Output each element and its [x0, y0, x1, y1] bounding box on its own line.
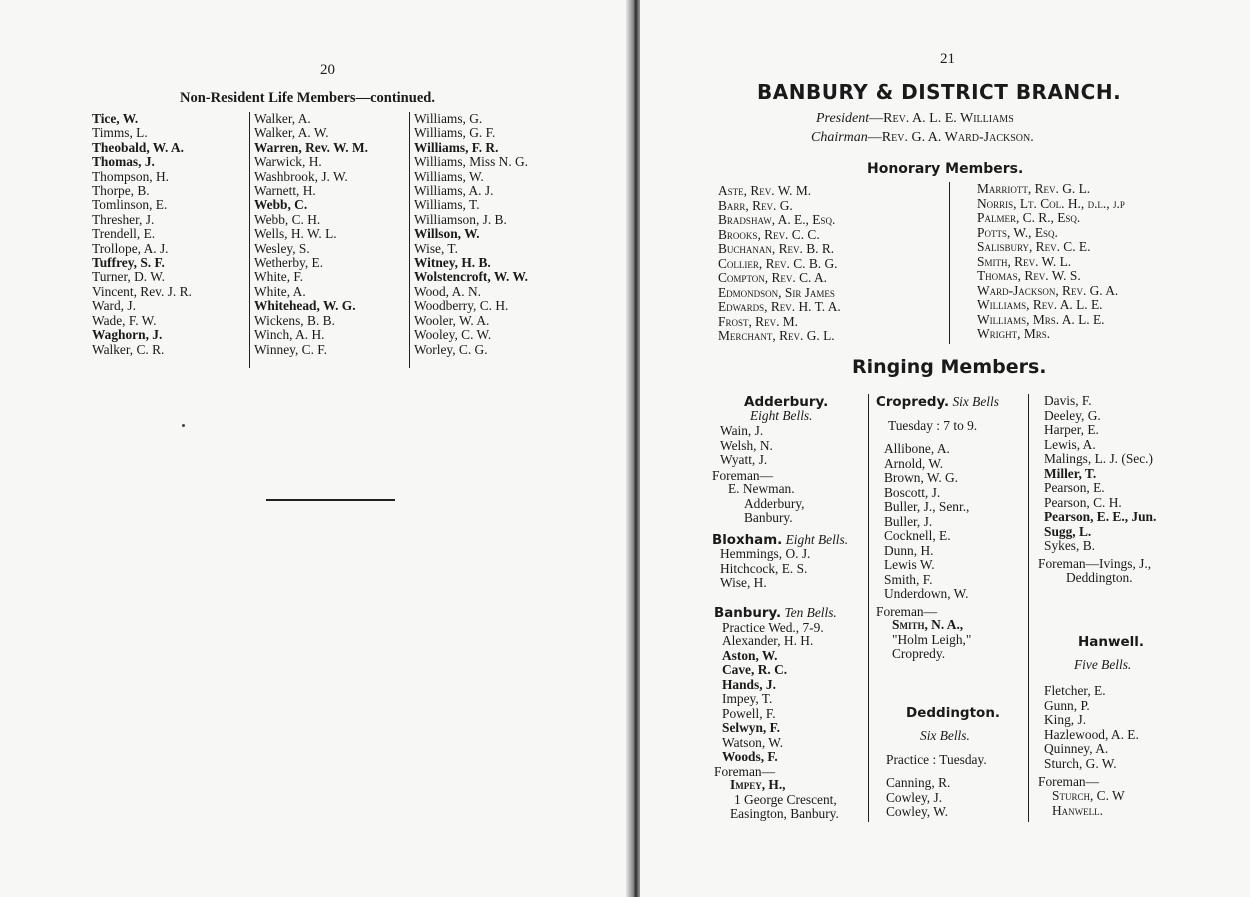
ringer-entry: Lewis W.: [884, 557, 935, 572]
deddington-foreman-name: Foreman—Ivings, J.,: [1038, 556, 1152, 571]
foreman-line: E. Newman.: [728, 481, 795, 496]
ringer-entry: Sykes, B.: [1044, 538, 1095, 553]
ringer-entry: Deeley, G.: [1044, 407, 1101, 423]
member-entry: Williams, F. R.: [414, 139, 499, 155]
bloxham-members: [720, 547, 810, 591]
member-entry: Wells, H. W. L.: [254, 226, 337, 242]
honorary-member: Brooks, Rev. C. C.: [718, 226, 820, 242]
ringer-entry: Cocknell, E.: [884, 528, 951, 543]
tower-hanwell-bells: Five Bells.: [1074, 657, 1132, 672]
ringer-entry: Lewis, A.: [1044, 436, 1096, 452]
member-entry: Wade, F. W.: [92, 312, 157, 328]
member-column-1: [92, 112, 192, 357]
president-name: —Rev. A. L. E. Williams: [869, 111, 1014, 126]
honorary-member: Aste, Rev. W. M.: [718, 183, 812, 198]
member-entry: Wood, A. N.: [414, 283, 481, 299]
ringer-entry: Arnold, W.: [884, 455, 944, 471]
member-entry: Walker, A.: [254, 111, 311, 126]
tower-banbury-bells: Ten Bells.: [784, 605, 837, 620]
member-entry: Wise, T.: [414, 240, 458, 256]
column-divider: [249, 112, 250, 368]
member-entry: Thorpe, B.: [92, 183, 150, 199]
ringer-entry: Wyatt, J.: [720, 452, 768, 467]
member-entry: Trollope, A. J.: [92, 240, 169, 256]
honorary-member: Norris, Lt. Col. H., d.l., j.p: [977, 195, 1125, 211]
ringer-entry: Welsh, N.: [720, 437, 773, 453]
foreman-line: 1 George Crescent,: [734, 791, 837, 807]
honorary-member: Frost, Rev. M.: [718, 313, 799, 329]
honorary-heading: Honorary Members.: [867, 161, 1024, 177]
ringer-entry: Hitchcock, E. S.: [720, 560, 808, 576]
ringer-entry: Smith, F.: [884, 571, 933, 587]
end-rule: [266, 499, 395, 501]
honorary-member: Edmondson, Sir James: [718, 284, 835, 300]
member-entry: Thompson, H.: [92, 168, 169, 184]
ringer-entry: Fletcher, E.: [1044, 683, 1106, 698]
ringer-entry: King, J.: [1044, 712, 1087, 727]
president-label: President: [816, 111, 870, 126]
ringer-entry: Impey, T.: [722, 691, 773, 706]
honorary-member: Potts, W., Esq.: [977, 224, 1058, 240]
tower-deddington-name: Deddington.: [906, 705, 1001, 721]
tower-deddington-bells: Six Bells.: [920, 728, 970, 743]
member-entry: Wolstencroft, W. W.: [414, 269, 528, 285]
member-entry: Washbrook, J. W.: [254, 168, 348, 184]
page-number: 20: [320, 62, 335, 78]
ringer-entry: Woods, F.: [722, 749, 778, 764]
tower-cropredy-header: [876, 394, 999, 410]
ringing-heading: Ringing Members.: [852, 356, 1047, 378]
honorary-member: Bradshaw, A. E., Esq.: [718, 212, 836, 227]
ringer-entry: Hands, J.: [722, 676, 776, 692]
branch-title: BANBURY & DISTRICT BRANCH.: [757, 80, 1122, 104]
ringer-entry: Aston, W.: [722, 647, 778, 663]
ringer-entry: Buller, J.: [884, 513, 933, 529]
member-entry: Williams, W.: [414, 168, 484, 184]
member-entry: Woodberry, C. H.: [414, 298, 509, 314]
ringer-entry: Wise, H.: [720, 575, 767, 590]
member-entry: Winney, C. F.: [254, 341, 328, 357]
foreman-line: Hanwell.: [1052, 802, 1104, 818]
member-entry: Thresher, J.: [92, 211, 155, 227]
honorary-member: Thomas, Rev. W. S.: [977, 268, 1081, 283]
honorary-member: Edwards, Rev. H. T. A.: [718, 299, 841, 314]
ringer-entry: Dunn, H.: [884, 542, 934, 558]
honorary-member: Smith, Rev. W. L.: [977, 253, 1072, 269]
adderbury-members: [720, 424, 773, 468]
member-entry: Vincent, Rev. J. R.: [92, 283, 192, 299]
column-divider: [1028, 394, 1029, 822]
cropredy-practice: Tuesday : 7 to 9.: [888, 418, 978, 433]
member-entry: Timms, L.: [92, 125, 148, 141]
ringer-entry: Pearson, E.: [1044, 480, 1105, 495]
ringer-entry: Cowley, J.: [886, 789, 943, 805]
section-heading: Non-Resident Life Members—continued.: [180, 90, 435, 106]
ringer-entry: Powell, F.: [722, 705, 776, 721]
cropredy-foreman: [892, 618, 971, 662]
ringer-entry: Davis, F.: [1044, 393, 1092, 408]
member-entry: Wickens, B. B.: [254, 312, 335, 328]
member-entry: Theobald, W. A.: [92, 139, 184, 155]
member-entry: Tuffrey, S. F.: [92, 255, 165, 271]
honorary-column-1: [718, 184, 841, 344]
ringer-entry: Sturch, G. W.: [1044, 755, 1117, 771]
ringer-entry: Sugg, L.: [1044, 523, 1092, 539]
ringer-entry: Cowley, W.: [886, 804, 948, 819]
ringer-entry: Cave, R. C.: [722, 662, 788, 677]
member-entry: Williamson, J. B.: [414, 211, 507, 227]
member-entry: Trendell, E.: [92, 226, 156, 242]
member-entry: Waghorn, J.: [92, 327, 163, 343]
banbury-members: [722, 634, 813, 765]
ringer-entry: Miller, T.: [1044, 465, 1097, 481]
foreman-line: "Holm Leigh,": [892, 631, 972, 647]
honorary-member: Williams, Rev. A. L. E.: [977, 297, 1103, 312]
tower-cropredy-bells: Six Bells: [952, 394, 999, 409]
member-entry: Walker, A. W.: [254, 125, 329, 141]
member-entry: Williams, T.: [414, 197, 480, 213]
ringer-entry: Wain, J.: [720, 423, 764, 438]
member-entry: Williams, G. F.: [414, 125, 496, 141]
member-entry: Whitehead, W. G.: [254, 298, 356, 314]
member-entry: Thomas, J.: [92, 154, 155, 170]
honorary-member: Wright, Mrs.: [977, 326, 1051, 341]
ringer-entry: Pearson, E. E., Jun.: [1044, 509, 1157, 524]
foreman-line: Banbury.: [744, 510, 793, 525]
banbury-foreman: [730, 778, 839, 822]
ringer-entry: Gunn, P.: [1044, 697, 1090, 713]
foreman-line: Cropredy.: [892, 646, 946, 661]
cropredy-members: [884, 442, 969, 602]
honorary-member: Marriott, Rev. G. L.: [977, 181, 1091, 196]
chairman-name: —Rev. G. A. Ward-Jackson.: [867, 130, 1034, 145]
honorary-member: Buchanan, Rev. B. R.: [718, 241, 835, 256]
deddington-practice: Practice : Tuesday.: [886, 752, 987, 767]
ringer-entry: Quinney, A.: [1044, 741, 1109, 756]
member-entry: Williams, A. J.: [414, 183, 494, 199]
honorary-member: Ward-Jackson, Rev. G. A.: [977, 282, 1119, 298]
tower-banbury-header: [714, 605, 837, 621]
member-entry: White, F.: [254, 269, 304, 285]
ringer-entry: Brown, W. G.: [884, 470, 959, 485]
page-number: 21: [940, 51, 955, 67]
member-entry: Wetherby, E.: [254, 255, 324, 271]
honorary-member: Salisbury, Rev. C. E.: [977, 239, 1091, 254]
member-entry: Tice, W.: [92, 111, 139, 126]
honorary-member: Collier, Rev. C. B. G.: [718, 255, 838, 271]
foreman-line: Adderbury,: [744, 495, 805, 511]
member-entry: White, A.: [254, 283, 306, 299]
hanwell-members: [1044, 684, 1139, 771]
foreman-line: Impey, H.,: [730, 777, 786, 792]
tower-adderbury-bells: Eight Bells.: [750, 408, 813, 423]
foreman-line: Sturch, C. W: [1052, 788, 1125, 803]
foreman-line: Easington, Banbury.: [730, 806, 839, 821]
honorary-member: Barr, Rev. G.: [718, 197, 793, 213]
chairman-line: [811, 130, 1034, 146]
ringer-entry: Selwyn, F.: [722, 720, 780, 735]
ringer-entry: Allibone, A.: [884, 441, 950, 456]
ringer-entry: Boscott, J.: [884, 484, 941, 500]
column-divider: [949, 182, 950, 344]
member-entry: Tomlinson, E.: [92, 197, 168, 213]
member-entry: Warren, Rev. W. M.: [254, 139, 368, 155]
ringer-entry: Buller, J., Senr.,: [884, 499, 970, 514]
tower-cropredy-name: Cropredy.: [876, 395, 950, 410]
banbury-practice: Practice Wed., 7-9.: [722, 620, 824, 635]
ringer-entry: Hazlewood, A. E.: [1044, 726, 1139, 742]
tower-bloxham-bells: Eight Bells.: [785, 532, 849, 547]
member-entry: Wooler, W. A.: [414, 312, 490, 328]
deddington-foreman-place: Deddington.: [1066, 570, 1133, 585]
deddington-members-continued: [1044, 394, 1156, 554]
ink-speck: [182, 424, 185, 427]
cropredy-foreman-label: Foreman—: [876, 604, 937, 619]
honorary-member: Compton, Rev. C. A.: [718, 270, 827, 285]
president-line: [816, 111, 1014, 127]
column-divider: [409, 112, 410, 368]
member-entry: Webb, C. H.: [254, 211, 321, 227]
member-entry: Warnett, H.: [254, 183, 316, 199]
member-entry: Willson, W.: [414, 226, 480, 242]
member-entry: Webb, C.: [254, 197, 308, 213]
ringer-entry: Harper, E.: [1044, 422, 1099, 437]
chairman-label: Chairman: [811, 130, 868, 145]
member-entry: Witney, H. B.: [414, 255, 491, 271]
ringer-entry: Malings, L. J. (Sec.): [1044, 451, 1153, 466]
member-entry: Warwick, H.: [254, 154, 322, 170]
deddington-members: [886, 776, 950, 820]
honorary-member: Palmer, C. R., Esq.: [977, 210, 1081, 225]
member-entry: Worley, C. G.: [414, 341, 488, 357]
ringer-entry: Underdown, W.: [884, 586, 969, 601]
tower-bloxham-name: Bloxham.: [712, 533, 783, 548]
adderbury-foreman-label: Foreman—: [712, 468, 773, 483]
member-entry: Walker, C. R.: [92, 341, 165, 357]
adderbury-foreman: [728, 482, 805, 526]
ringer-entry: Hemmings, O. J.: [720, 546, 811, 561]
ringer-entry: Pearson, C. H.: [1044, 494, 1122, 510]
honorary-member: Williams, Mrs. A. L. E.: [977, 311, 1105, 327]
ringer-entry: Watson, W.: [722, 734, 784, 750]
foreman-line: Smith, N. A.,: [892, 617, 964, 632]
member-entry: Winch, A. H.: [254, 327, 325, 343]
member-entry: Wooley, C. W.: [414, 327, 492, 343]
member-column-3: [414, 112, 528, 357]
ringer-entry: Alexander, H. H.: [722, 633, 814, 648]
member-entry: Ward, J.: [92, 298, 136, 314]
tower-adderbury-name: Adderbury.: [744, 394, 829, 410]
hanwell-foreman-label: Foreman—: [1038, 774, 1099, 789]
ringer-entry: Canning, R.: [886, 775, 951, 790]
tower-banbury-name: Banbury.: [714, 606, 782, 621]
member-entry: Turner, D. W.: [92, 269, 165, 285]
member-entry: Williams, Miss N. G.: [414, 154, 529, 170]
member-entry: Williams, G.: [414, 111, 483, 126]
honorary-member: Merchant, Rev. G. L.: [718, 328, 835, 343]
right-page: [640, 0, 1250, 897]
tower-hanwell-name: Hanwell.: [1078, 634, 1145, 650]
member-entry: Wesley, S.: [254, 240, 310, 256]
hanwell-foreman: [1052, 789, 1125, 818]
member-column-2: [254, 112, 368, 357]
honorary-column-2: [977, 182, 1125, 342]
column-divider: [868, 394, 869, 822]
banbury-foreman-label: Foreman—: [714, 764, 775, 779]
